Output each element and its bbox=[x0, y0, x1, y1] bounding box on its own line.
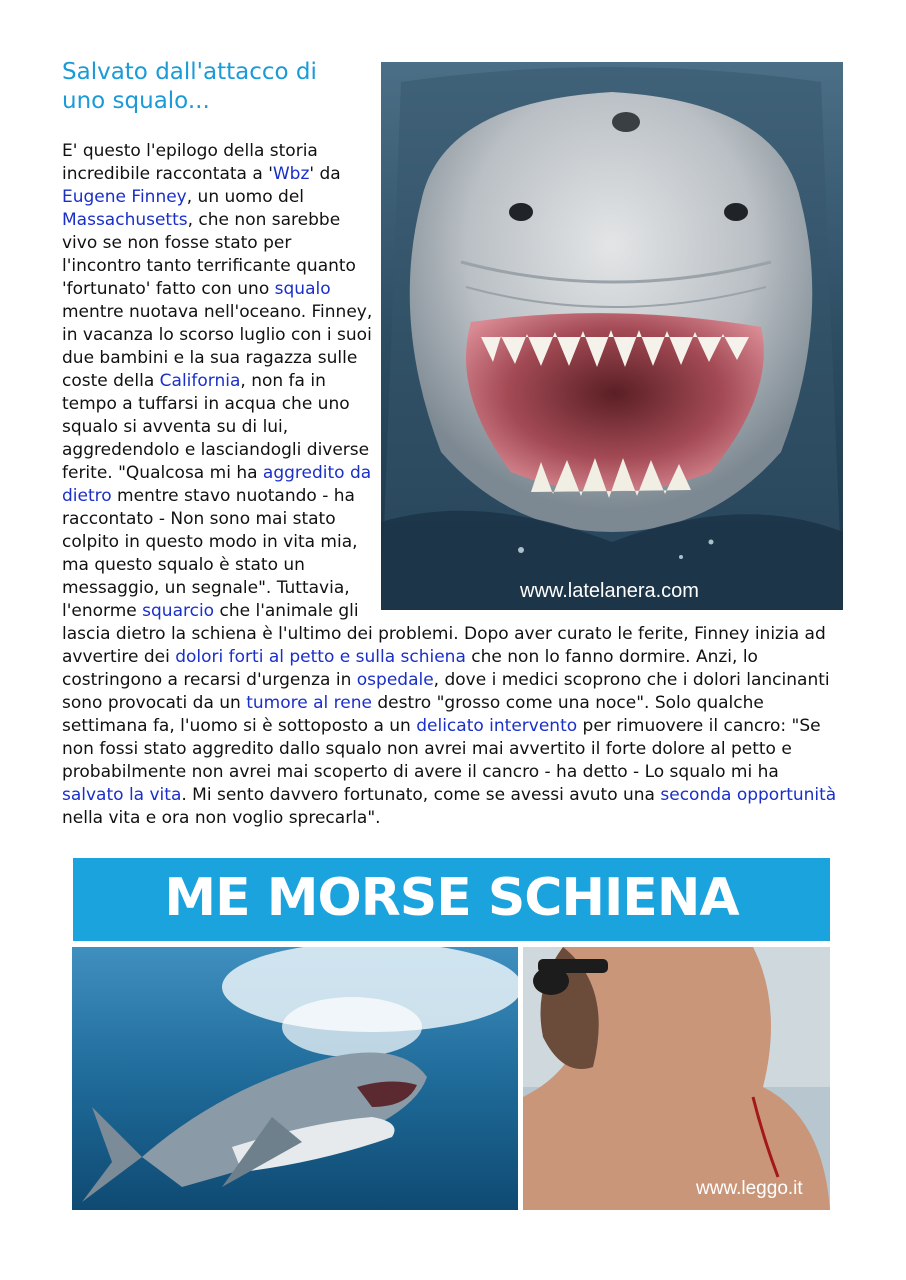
article-title: Salvato dall'attacco di uno squalo... bbox=[62, 59, 317, 114]
link-seconda-opportunita[interactable]: seconda opportunità bbox=[660, 785, 837, 805]
article-body: E' questo l'epilogo della storia incredibile raccontata a 'Wbz' da Eugene Finney, un uomo del Massachusetts, che non sarebbe vivo se non fosse stato per l'incontro tanto terrificante quanto 'fortunato' fatto con uno squalo mentre nuotava nell'oceano. Finney, in vacanza lo scorso luglio con i suoi due bambini e la sua ragazza sulle coste della California, non fa in tempo a tuffarsi in acqua che uno squalo si avventa su di lui, aggredendolo e lasciandogli diverse ferite. "Qualcosa mi ha aggredito da dietro mentre stavo nuotando - ha raccontato - Non sono mai stato colpito in questo modo in vita mia, ma questo squalo è stato un messaggio, un segnale". Tuttavia, l'enorme squarcio che l'animale gli lascia dietro la schiena è l'ultimo dei problemi. Dopo aver curato le ferite, Finney inizia ad avvertire dei dolori forti al petto e sulla schiena che non lo fanno dormire. Anzi, lo costringono a recarsi d'urgenza in ospedale, dove i medici scoprono che i dolori lancinanti sono provocati da un tumore al rene destro "grosso come una noce". Solo qualche settimana fa, l'uomo si è sottoposto a un delicato intervento per rimuovere il cancro: "Se non fossi stato aggredito dallo squalo non avrei mai avvertito il forte dolore al petto e probabilmente non avrei mai scoperto di avere il cancro - ha detto - Lo squalo mi ha salvato la vita. Mi sento davvero fortunato, come se avessi avuto una seconda opportunità nella vita e ora non voglio sprecarla". bbox=[62, 141, 837, 828]
link-salvato-la-vita[interactable]: salvato la vita bbox=[62, 785, 182, 805]
link-tumore-al-rene[interactable]: tumore al rene bbox=[246, 693, 372, 713]
link-wbz[interactable]: Wbz bbox=[272, 164, 310, 184]
link-aggredito-da-dietro[interactable]: aggredito da dietro bbox=[62, 463, 372, 506]
link-eugene-finney[interactable]: Eugene Finney bbox=[62, 187, 187, 207]
link-ospedale[interactable]: ospedale bbox=[356, 670, 434, 690]
link-dolori-forti[interactable]: dolori forti al petto e sulla schiena bbox=[175, 647, 466, 667]
link-california[interactable]: California bbox=[159, 371, 241, 391]
shark-underwater-photo bbox=[72, 947, 518, 1210]
photo-credit-leggo: www.leggo.it bbox=[696, 1178, 803, 1199]
man-back-wound-photo bbox=[523, 947, 830, 1210]
link-squalo[interactable]: squalo bbox=[274, 279, 331, 299]
headline-banner: ME MORSE SCHIENA bbox=[73, 858, 830, 941]
link-massachusetts[interactable]: Massachusetts bbox=[62, 210, 188, 230]
link-squarcio[interactable]: squarcio bbox=[142, 601, 215, 621]
photo-credit-latelanera: www.latelanera.com bbox=[520, 580, 699, 602]
link-delicato-intervento[interactable]: delicato intervento bbox=[416, 716, 578, 736]
